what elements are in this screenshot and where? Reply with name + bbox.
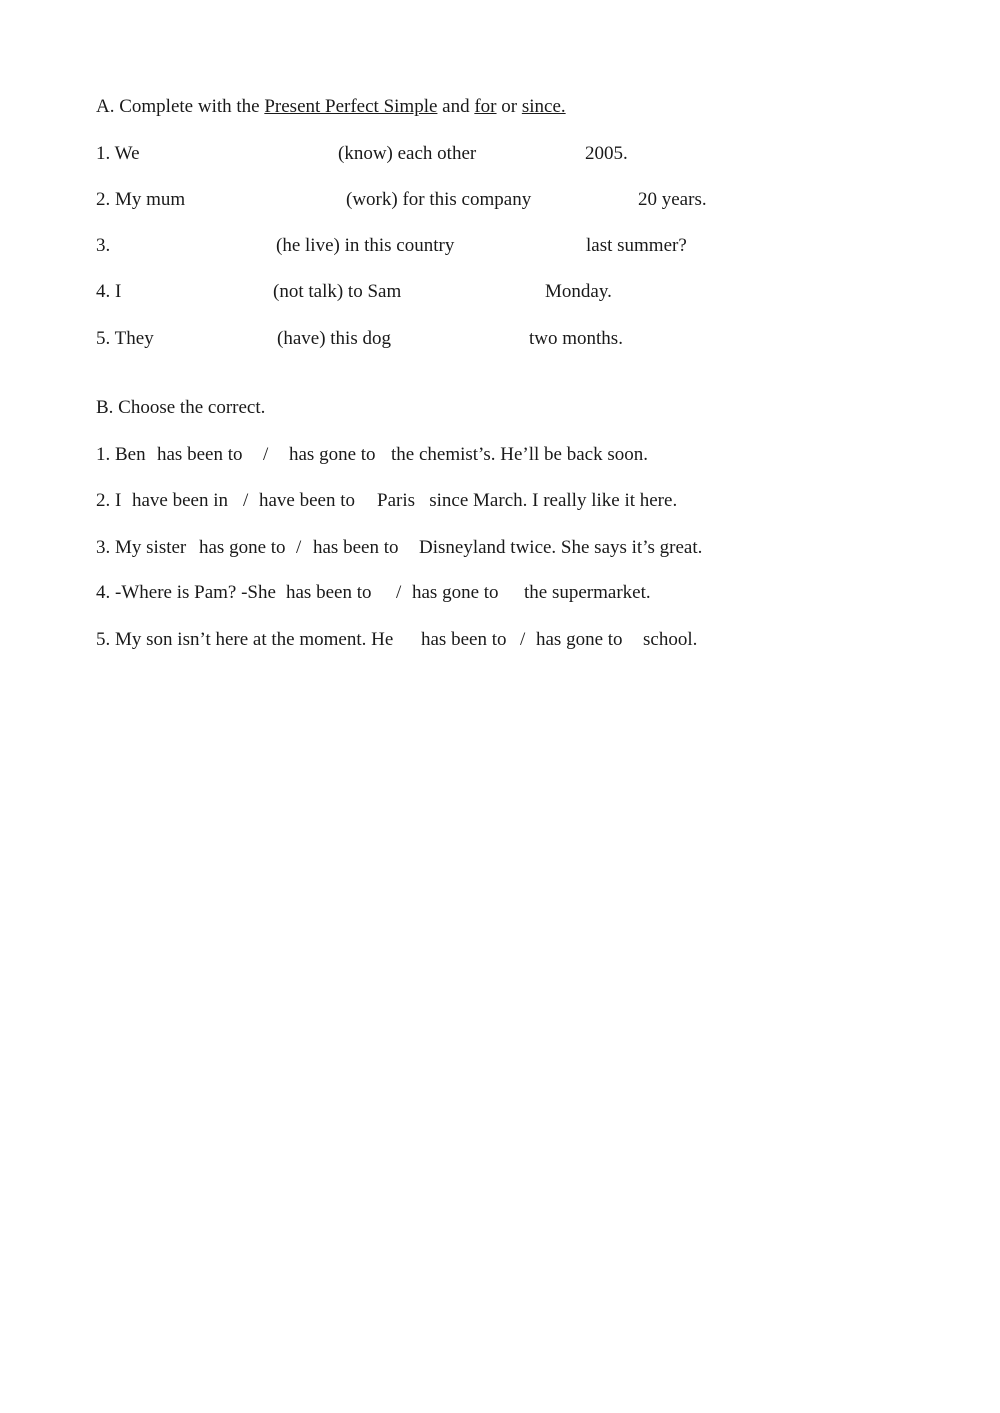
item-start: 4. I <box>96 281 122 302</box>
heading-for: for <box>474 96 497 117</box>
section-b-item-4 <box>96 581 896 605</box>
option-2[interactable]: has gone to <box>412 582 499 603</box>
item-end: the supermarket. <box>524 582 651 603</box>
section-b-heading <box>96 396 265 420</box>
section-b-item-5 <box>96 628 896 652</box>
section-b-item-2 <box>96 489 896 513</box>
item-start: 2. My mum <box>96 189 186 210</box>
section-a-item-1 <box>96 142 896 166</box>
option-2[interactable]: have been to <box>259 490 356 511</box>
section-a-item-4 <box>96 280 896 304</box>
section-a-heading <box>96 95 566 119</box>
heading-and: and <box>442 96 470 117</box>
option-2[interactable]: has gone to <box>536 629 623 650</box>
section-b-title: B. Choose the correct. <box>96 397 266 418</box>
option-1[interactable]: has been to <box>421 629 507 650</box>
option-1[interactable]: have been in <box>132 490 229 511</box>
item-end: 20 years. <box>638 189 707 210</box>
item-end: Paris since March. I really like it here. <box>377 490 678 511</box>
item-start: 5. My son isn’t here at the moment. He <box>96 629 394 650</box>
item-end: school. <box>643 629 698 650</box>
item-verb-prompt: (know) each other <box>338 143 477 164</box>
item-start: 4. -Where is Pam? -She <box>96 582 276 603</box>
heading-prefix: A. Complete with the <box>96 96 260 117</box>
item-start: 1. Ben <box>96 444 146 465</box>
option-1[interactable]: has been to <box>286 582 372 603</box>
item-end: the chemist’s. He’ll be back soon. <box>391 444 648 465</box>
option-separator: / <box>520 629 526 650</box>
heading-tense: Present Perfect Simple <box>264 96 438 117</box>
option-1[interactable]: has gone to <box>199 537 286 558</box>
section-b-item-3 <box>96 536 896 560</box>
item-start: 1. We <box>96 143 140 164</box>
item-start: 3. My sister <box>96 537 187 558</box>
item-start: 5. They <box>96 328 154 349</box>
option-2[interactable]: has gone to <box>289 444 376 465</box>
heading-or: or <box>501 96 518 117</box>
option-1[interactable]: has been to <box>157 444 243 465</box>
item-start: 3. <box>96 235 111 256</box>
item-verb-prompt: (work) for this company <box>346 189 532 210</box>
item-verb-prompt: (have) this dog <box>277 328 391 349</box>
section-a-item-5 <box>96 327 896 351</box>
heading-since: since. <box>521 96 566 117</box>
section-a-item-3 <box>96 234 896 258</box>
item-end: 2005. <box>585 143 628 164</box>
option-separator: / <box>243 490 249 511</box>
section-a-item-2 <box>96 188 896 212</box>
section-b-item-1 <box>96 443 896 467</box>
item-end: Disneyland twice. She says it’s great. <box>419 537 703 558</box>
option-separator: / <box>263 444 269 465</box>
item-end: last summer? <box>586 235 687 256</box>
item-verb-prompt: (not talk) to Sam <box>273 281 402 302</box>
option-separator: / <box>296 537 302 558</box>
item-verb-prompt: (he live) in this country <box>276 235 455 256</box>
item-end: Monday. <box>545 281 612 302</box>
option-2[interactable]: has been to <box>313 537 399 558</box>
option-separator: / <box>396 582 402 603</box>
item-start: 2. I <box>96 490 122 511</box>
item-end: two months. <box>529 328 623 349</box>
